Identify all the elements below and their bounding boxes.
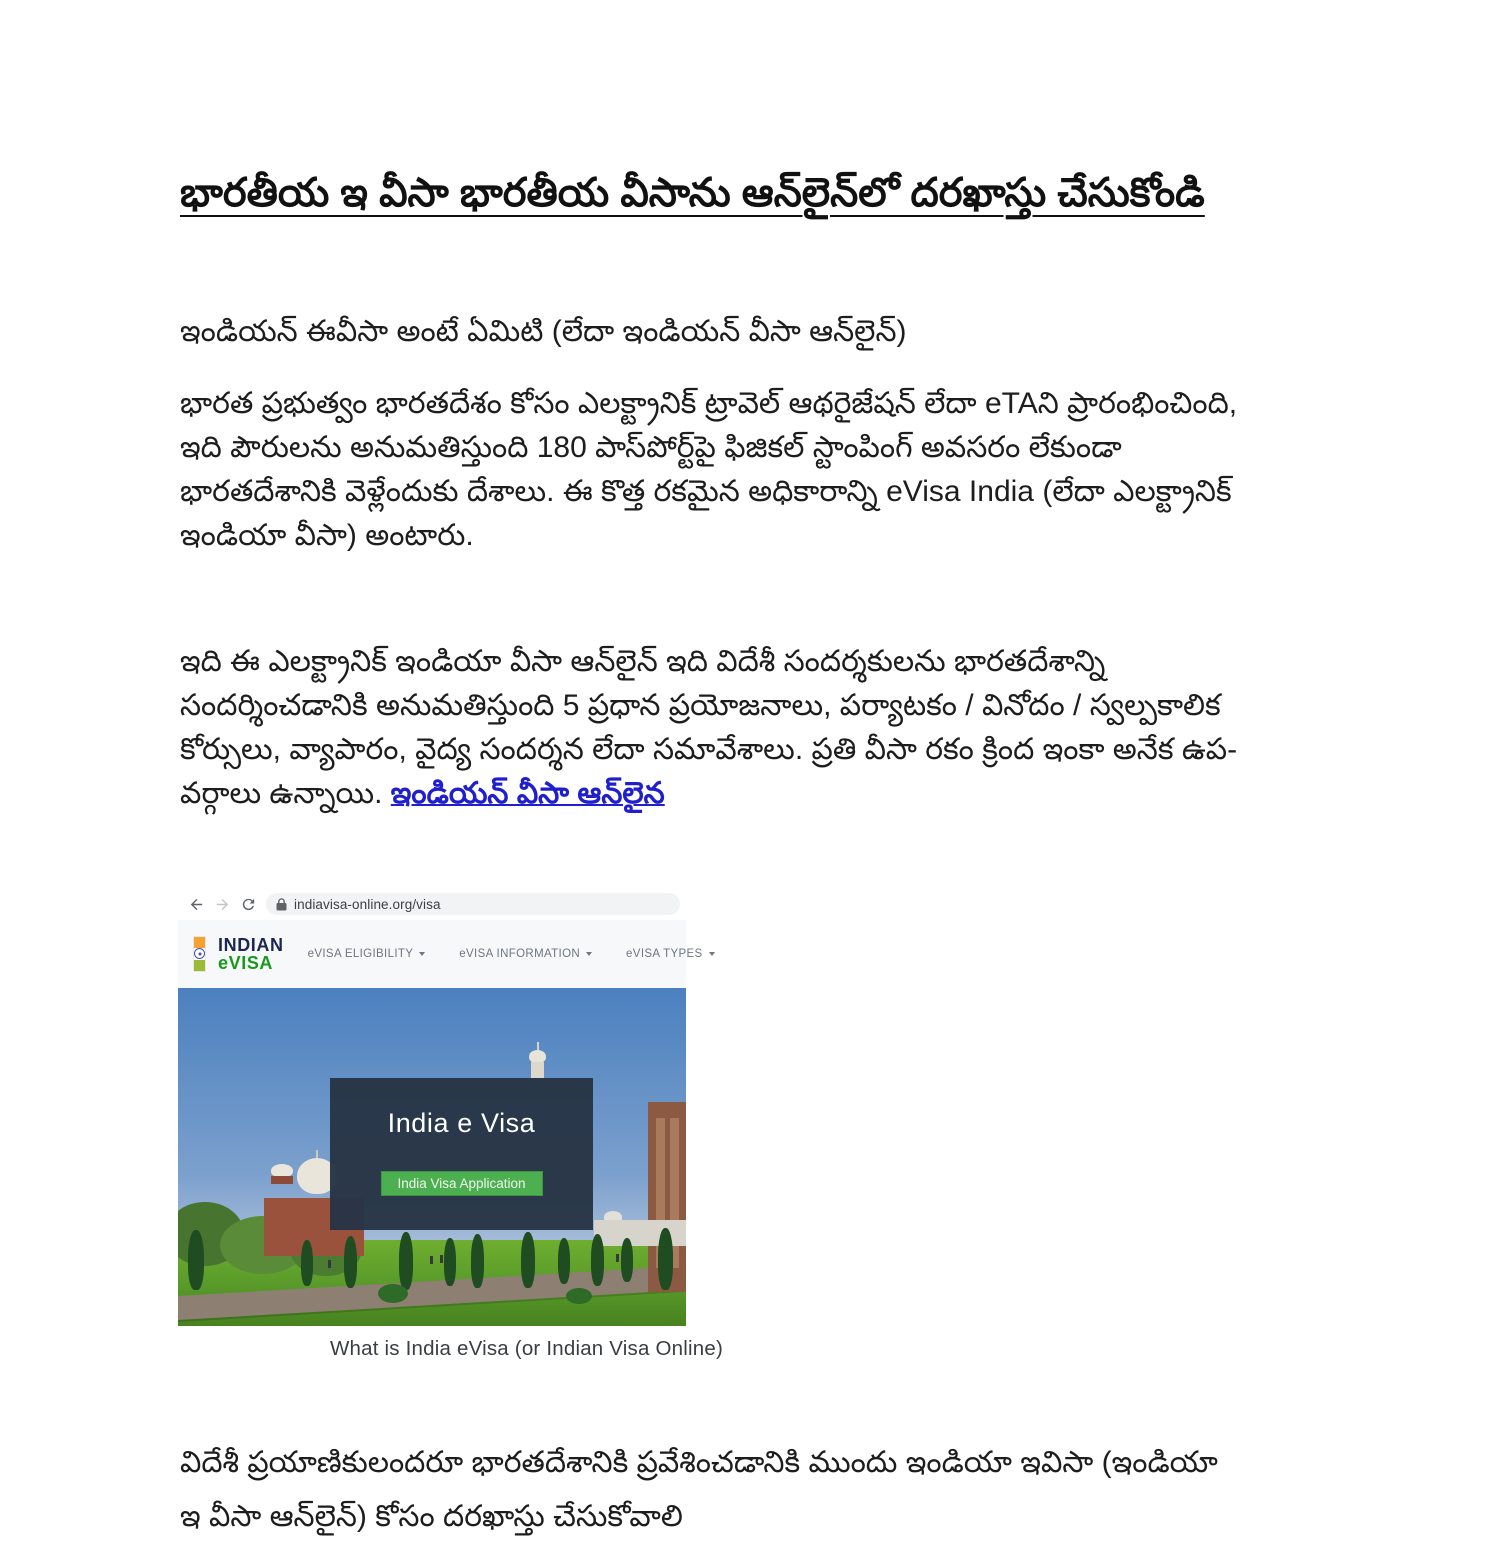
india-visa-application-button[interactable]: India Visa Application (380, 1171, 542, 1196)
brand-indian: INDIAN (218, 935, 284, 955)
bush (566, 1288, 592, 1304)
cypress-tree (591, 1234, 604, 1286)
text-line: విదేశీ ప్రయాణికులందరూ భారతదేశానికి ప్రవేశించడానికి ముందు ఇండియా ఇవిసా (ఇండియా (180, 1446, 1218, 1479)
chevron-down-icon (419, 952, 425, 956)
text-line: ఇది ఈ ఎలక్ట్రానిక్ ఇండియా వీసా ఆన్‌లైన్ ఇది విదేశీ సందర్శకులను భారతదేశాన్ని (180, 645, 1106, 678)
hero-overlay-panel (330, 1078, 593, 1230)
chevron-down-icon (586, 952, 592, 956)
site-brand[interactable] (218, 936, 284, 972)
cypress-tree (301, 1240, 313, 1286)
person (328, 1260, 331, 1268)
site-navbar (178, 920, 703, 988)
text-line (180, 772, 1237, 816)
nav-item-label: eVISA TYPES (626, 948, 703, 960)
text-line: భారత ప్రభుత్వం భారతదేశం కోసం ఎలక్ట్రానిక్ ట్రావెల్ ఆథరైజేషన్ లేదా eTAని ప్రారంభించింది, (180, 387, 1238, 420)
indian-visa-online-link[interactable]: ఇండియన్ వీసా ఆన్‌లైన (390, 777, 665, 810)
text-line: భారతదేశానికి వెళ్లేందుకు దేశాలు. ఈ కొత్త రకమైన అధికారాన్ని eVisa India (లేదా ఎలక్ట్రానిక్ (180, 475, 1232, 508)
flag-saffron-band (194, 937, 205, 948)
person (616, 1254, 619, 1262)
embedded-browser-screenshot (178, 888, 703, 1326)
nav-evisa-information[interactable] (459, 948, 592, 960)
nav-item-label: eVISA ELIGIBILITY (307, 948, 414, 960)
page-title: భారతీయ ఇ వీసా భారతీయ వీసాను ఆన్‌లైన్‌లో దరఖాస్తు చేసుకోండి (180, 171, 1205, 215)
brand-evisa: eVISA (218, 953, 274, 973)
ashoka-chakra-icon (194, 948, 205, 959)
paragraph-intro (180, 310, 907, 354)
nav-evisa-types[interactable] (626, 948, 715, 960)
cypress-tree (521, 1232, 535, 1288)
chhatri-base (271, 1176, 293, 1184)
text-span: వర్గాలు ఉన్నాయి. (180, 777, 391, 810)
cypress-tree (471, 1234, 484, 1288)
paragraph-purposes (180, 640, 1237, 816)
text-line: ఇండియన్ ఈవీసా అంటే ఏమిటి (లేదా ఇండియన్ వీసా ఆన్‌లైన్) (180, 315, 907, 348)
paragraph-eta (180, 382, 1237, 558)
cypress-tree (658, 1228, 673, 1290)
cypress-tree (344, 1236, 357, 1288)
cypress-tree (399, 1232, 413, 1290)
back-arrow-icon[interactable] (188, 896, 205, 913)
flag-white-band (194, 948, 205, 959)
text-line-clipped: ఇ వీసా ఆన్‌లైన్) కోసం దరఖాస్తు చేసుకోవాలి (180, 1500, 683, 1533)
forward-arrow-icon[interactable] (214, 896, 231, 913)
text-line: సందర్శించడానికి అనుమతిస్తుంది 5 ప్రధాన ప్రయోజనాలు, పర్యాటకం / వినోదం / స్వల్పకాలిక (180, 689, 1221, 722)
site-nav-menu (308, 948, 715, 960)
browser-toolbar (178, 888, 686, 920)
hero-title: India e Visa (387, 1108, 536, 1138)
paragraph-bottom (180, 1436, 1218, 1544)
person (430, 1256, 433, 1264)
india-flag-logo[interactable] (194, 937, 205, 971)
cypress-tree (621, 1238, 633, 1282)
address-bar[interactable] (266, 893, 680, 915)
bush (378, 1284, 408, 1303)
figure-caption: What is India eVisa (or Indian Visa Online) (330, 1337, 723, 1360)
hero-image (178, 988, 686, 1326)
chevron-down-icon (709, 952, 715, 956)
nav-evisa-eligibility[interactable] (308, 948, 426, 960)
flag-green-band (194, 960, 205, 971)
url-text: indiavisa-online.org/visa (294, 896, 441, 912)
cypress-tree (558, 1238, 570, 1284)
nav-item-label: eVISA INFORMATION (459, 948, 581, 960)
person (440, 1255, 443, 1263)
reload-icon[interactable] (240, 896, 257, 913)
cypress-tree (444, 1238, 456, 1286)
cypress-tree (188, 1230, 204, 1290)
text-line: ఇండియా వీసా) అంటారు. (180, 519, 474, 552)
minaret-base (531, 1062, 544, 1078)
text-line: ఇది పౌరులను అనుమతిస్తుంది 180 పాస్‌పోర్ట్‌పై ఫిజికల్ స్టాంపింగ్ అవసరం లేకుండా (180, 431, 1122, 464)
lock-icon (276, 898, 287, 911)
text-line: కోర్సులు, వ్యాపారం, వైద్య సందర్శన లేదా సమావేశాలు. ప్రతి వీసా రకం క్రింద ఇంకా అనేక ఉప- (180, 733, 1238, 766)
